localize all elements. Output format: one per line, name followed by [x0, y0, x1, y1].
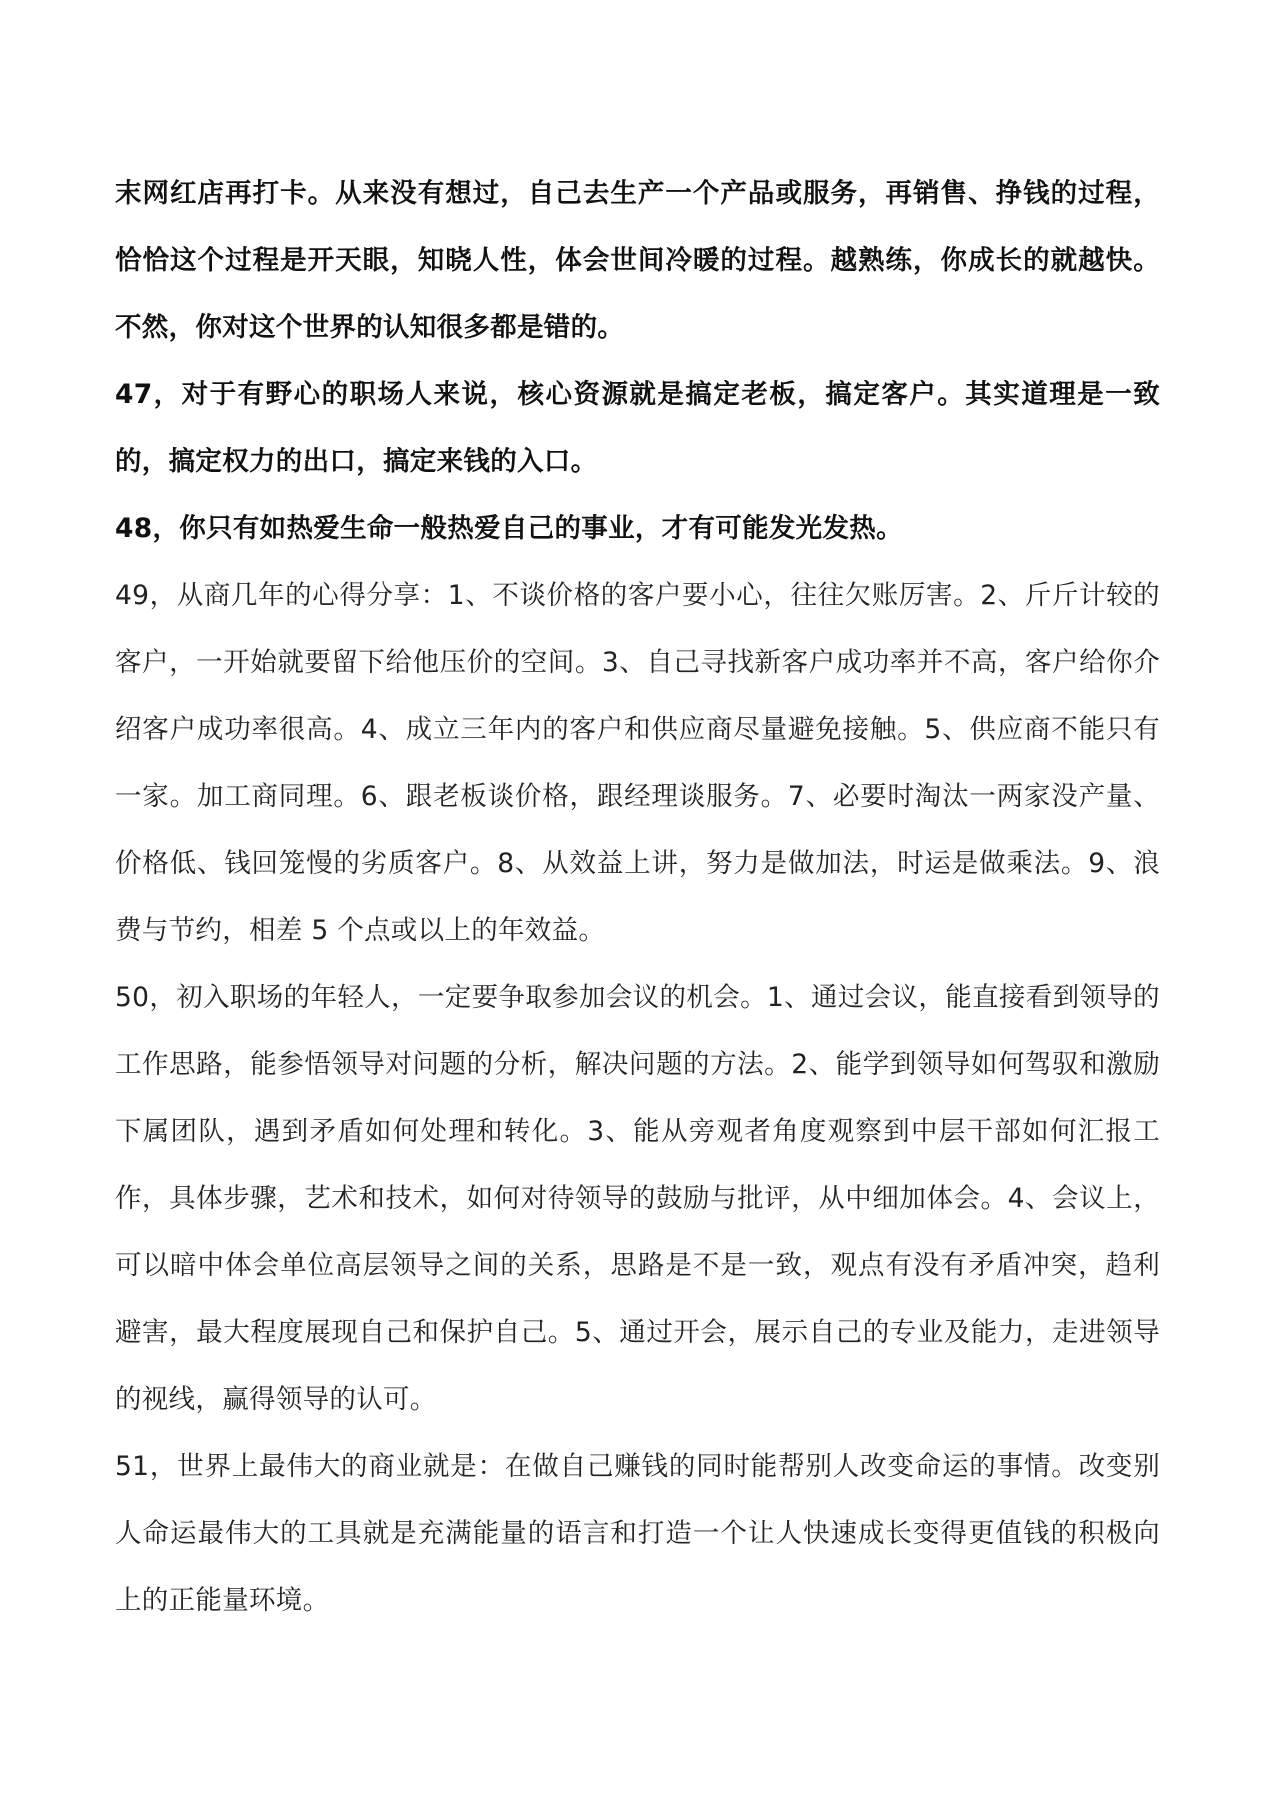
paragraph-46-continuation: 末网红店再打卡。从来没有想过，自己去生产一个产品或服务，再销售、挣钱的过程，恰恰这个过程是开天眼，知晓人性，体会世间冷暖的过程。越熟练，你成长的就越快。不然，你对这个世界的认知很多都是错的。 — [115, 178, 1160, 343]
paragraph-47: 47，对于有野心的职场人来说，核心资源就是搞定老板，搞定客户。其实道理是一致的，搞定权力的出口，搞定来钱的入口。 — [115, 379, 1160, 477]
paragraph-49: 49，从商几年的心得分享：1、不谈价格的客户要小心，往往欠账厉害。2、斤斤计较的客户，一开始就要留下给他压价的空间。3、自己寻找新客户成功率并不高，客户给你介绍客户成功率很高。4、成立三年内的客户和供应商尽量避免接触。5、供应商不能只有一家。加工商同理。6、跟老板谈价格，跟经理谈服务。7、必要时淘汰一两家没产量、价格低、钱回笼慢的劣质客户。8、从效益上讲，努力是做加法，时运是做乘法。9、浪费与节约，相差 5 个点或以上的年效益。 — [115, 580, 1160, 946]
paragraph-50: 50，初入职场的年轻人，一定要争取参加会议的机会。1、通过会议，能直接看到领导的工作思路，能参悟领导对问题的分析，解决问题的方法。2、能学到领导如何驾驭和激励下属团队，遇到矛盾如何处理和转化。3、能从旁观者角度观察到中层干部如何汇报工作，具体步骤，艺术和技术，如何对待领导的鼓励与批评，从中细加体会。4、会议上，可以暗中体会单位高层领导之间的关系，思路是不是一致，观点有没有矛盾冲突，趋利避害，最大程度展现自己和保护自己。5、通过开会，展示自己的专业及能力，走进领导的视线，赢得领导的认可。 — [115, 982, 1160, 1415]
document-page — [115, 160, 1160, 1634]
paragraph-48: 48，你只有如热爱生命一般热爱自己的事业，才有可能发光发热。 — [115, 513, 903, 544]
paragraph-51: 51，世界上最伟大的商业就是：在做自己赚钱的同时能帮别人改变命运的事情。改变别人命运最伟大的工具就是充满能量的语言和打造一个让人快速成长变得更值钱的积极向上的正能量环境。 — [115, 1451, 1160, 1616]
